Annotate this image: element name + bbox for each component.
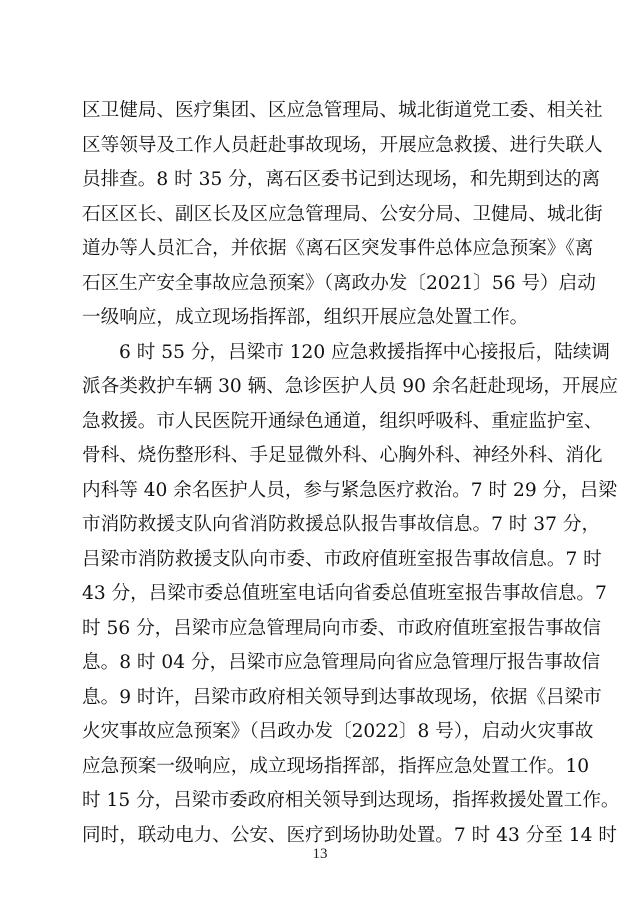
page-number: 13	[312, 846, 328, 862]
text-line: 时 56 分，吕梁市应急管理局向市委、市政府值班室报告事故信	[82, 617, 601, 639]
text-line: 派各类救护车辆 30 辆、急诊医护人员 90 余名赶赴现场，开展应	[82, 376, 618, 397]
text-line: 一级响应，成立现场指挥部，组织开展应急处置工作。	[82, 307, 529, 328]
text-line: 区卫健局、医疗集团、区应急管理局、城北街道党工委、相关社	[82, 100, 603, 121]
text-line: 吕梁市消防救援支队向市委、市政府值班室报告事故信息。7 时	[82, 548, 602, 570]
text-line: 火灾事故应急预案》（吕政办发〔2022〕8 号），启动火灾事故	[82, 721, 594, 742]
text-line: 石区生产安全事故应急预案》（离政办发〔2021〕56 号）启动	[82, 272, 596, 294]
text-line: 时 15 分，吕梁市委政府相关领导到达现场，指挥救援处置工作。	[82, 790, 620, 811]
body-text	[82, 94, 620, 853]
text-line: 息。9 时许，吕梁市政府相关领导到达事故现场，依据《吕梁市	[82, 686, 602, 708]
text-line: 息。8 时 04 分，吕梁市应急管理局向省应急管理厅报告事故信	[82, 652, 601, 673]
text-line: 石区区长、副区长及区应急管理局、公安分局、卫健局、城北街	[82, 203, 603, 225]
text-line: 应急预案一级响应，成立现场指挥部，指挥应急处置工作。10	[82, 755, 590, 777]
text-line: 市消防救援支队向省消防救援总队报告事故信息。7 时 37 分，	[82, 514, 601, 535]
text-line: 6 时 55 分，吕梁市 120 应急救援指挥中心接报后，陆续调	[119, 341, 611, 363]
text-line: 骨科、烧伤整形科、手足显微外科、心胸外科、神经外科、消化	[82, 445, 603, 466]
text-line: 内科等 40 余名医护人员，参与紧急医疗救治。7 时 29 分，吕梁	[82, 479, 617, 501]
text-line: 道办等人员汇合，并依据《离石区突发事件总体应急预案》《离	[82, 238, 594, 259]
text-line: 同时，联动电力、公安、医疗到场协助处置。7 时 43 分至 14 时	[82, 824, 617, 846]
text-line: 区等领导及工作人员赶赴事故现场，开展应急救援、进行失联人	[82, 134, 603, 156]
text-line: 急救援。市人民医院开通绿色通道，组织呼吸科、重症监护室、	[82, 410, 603, 432]
text-line: 员排查。8 时 35 分，离石区委书记到达现场，和先期到达的离	[82, 169, 601, 190]
text-line: 43 分，吕梁市委总值班室电话向省委总值班室报告事故信息。7	[82, 583, 607, 604]
